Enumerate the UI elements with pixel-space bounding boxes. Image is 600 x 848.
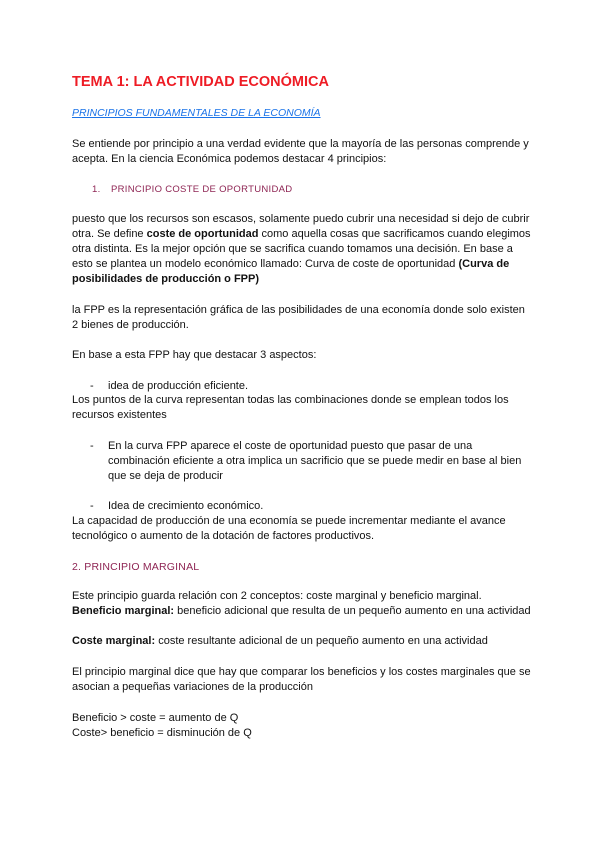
section1-paragraph3: En base a esta FPP hay que destacar 3 aspectos: — [72, 349, 317, 361]
coste-marginal-definition: Coste marginal: coste resultante adicional de un pequeño aumento en una actividad — [72, 635, 488, 647]
aspect3-label: Idea de crecimiento económico. — [108, 500, 264, 512]
intro-paragraph: Se entiende por principio a una verdad evidente que la mayoría de las personas comprende y acepta. En la ciencia Económica podemos destacar 4 principios: — [72, 138, 529, 165]
aspect1-label: idea de producción eficiente. — [108, 380, 249, 392]
rule-coste: Coste> beneficio = disminución de Q — [72, 727, 252, 739]
rule-beneficio: Beneficio > coste = aumento de Q — [72, 712, 239, 724]
section2-heading: 2. PRINCIPIO MARGINAL — [72, 561, 200, 573]
list-dash: - — [90, 380, 94, 392]
document-title: TEMA 1: LA ACTIVIDAD ECONÓMICA — [72, 74, 329, 90]
aspect1-text: Los puntos de la curva representan todas las combinaciones donde se emplean todos los recursos existentes — [72, 394, 509, 421]
document-subtitle-link[interactable]: PRINCIPIOS FUNDAMENTALES DE LA ECONOMÍA — [72, 107, 321, 119]
section2-paragraph1: Este principio guarda relación con 2 conceptos: coste marginal y beneficio marginal. — [72, 590, 482, 602]
section1-paragraph1: puesto que los recursos son escasos, solamente puedo cubrir una necesidad si dejo de cubrir otra. Se define coste de oportunidad como aquella cosas que sacrificamos cuando elegimos otra distinta. Es la mejor opción que se sacrifica cuando tomamos una decisión. En base a esto se plantea un modelo económico llamado: Curva de coste de oportunidad (Curva de posibilidades de producción o FPP) — [72, 213, 531, 285]
list-dash: - — [90, 500, 94, 512]
section1-number: 1. — [92, 184, 101, 195]
section2-paragraph2: El principio marginal dice que hay que comparar los beneficios y los costes marginales que se asocian a pequeñas variaciones de la producción — [72, 666, 531, 693]
list-dash: - — [90, 440, 94, 452]
aspect2-text: En la curva FPP aparece el coste de oportunidad puesto que pasar de una combinación eficiente a otra implica un sacrificio que se puede medir en base al bien que se deja de producir — [108, 440, 522, 482]
aspect3-text: La capacidad de producción de una economía se puede incrementar mediante el avance tecnológico o aumento de la dotación de factores productivos. — [72, 515, 506, 542]
section1-heading: PRINCIPIO COSTE DE OPORTUNIDAD — [111, 184, 293, 195]
beneficio-marginal-definition: Beneficio marginal: beneficio adicional que resulta de un pequeño aumento en una actividad — [72, 605, 531, 617]
section1-paragraph2: la FPP es la representación gráfica de las posibilidades de una economía donde solo existen 2 bienes de producción. — [72, 304, 525, 331]
